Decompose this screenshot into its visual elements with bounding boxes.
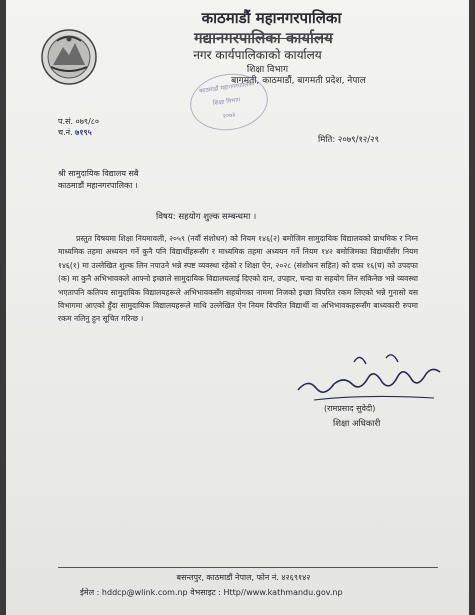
- website-link[interactable]: Http//www.kathmandu.gov.np: [223, 588, 343, 597]
- letter-body: [58, 232, 418, 326]
- reference-ps-value: ०७९/८०: [75, 117, 100, 126]
- recipient-line-2: काठमाडौं महानगरपालिका ।: [58, 181, 138, 190]
- office-line-2: नगर कार्यपालिकाको कार्यालय: [193, 48, 322, 62]
- footer-divider: [58, 567, 438, 568]
- email-label: ईमेल :: [80, 588, 100, 597]
- office-address: बागमती, काठमाडौं, बागमती प्रदेश, नेपाल: [231, 76, 366, 86]
- letter-paper: [6, 0, 469, 615]
- handwritten-signature: [294, 348, 444, 408]
- reference-ps-label: प.सं.: [58, 117, 74, 126]
- stamp-year: २०७३: [222, 111, 236, 120]
- stamp-top-text: काठमाडौं महानगरपालिका: [198, 80, 255, 96]
- subject-line: विषय: सहयोग शुल्क सम्बन्धमा ।: [156, 212, 257, 222]
- reference-chn: [58, 127, 92, 138]
- reference-ps: [58, 116, 99, 127]
- recipient-line-1: श्री सामुदायिक विद्यालय सबै: [58, 169, 139, 178]
- office-line-2-strikethrough: गद्यानगरपालिका कार्यालय: [194, 29, 333, 47]
- website-label: वेभसाइट :: [190, 588, 221, 597]
- signatory-title: शिक्षा अधिकारी: [333, 419, 381, 429]
- date-value: २०७९/१२/२९: [337, 135, 379, 145]
- reference-chn-label: च.नं.: [58, 128, 73, 137]
- stamp-bottom-text: शिक्षा विभाग: [212, 96, 241, 108]
- office-line-1: काठमाडौं महानगरपालिका: [201, 9, 342, 27]
- email-link[interactable]: hddcp@wlink.com.np: [101, 588, 188, 597]
- letter-date: [318, 134, 379, 145]
- date-label: मिति:: [318, 135, 336, 145]
- signatory-name: (रामप्रसाद सुवेदी): [324, 404, 376, 413]
- footer-address: बसन्तपुर, काठमाडौं नेपाल, फोन नं. ४२६९१४२: [176, 573, 311, 582]
- reference-chn-value: ७१९५: [75, 128, 92, 137]
- department-name: शिक्षा विभाग: [246, 65, 289, 75]
- footer-contact: [80, 587, 343, 598]
- body-paragraph: प्रस्तुत विषयमा शिक्षा नियमावली, २०५९ (नवौं संशोधन) को नियम १४६(२) बमोजिम सामुदायिक विद्यालयको प्राथमिक र निम्न माध्यमिक तहमा अध्ययन गर्ने कुनै पनि विद्यार्थीहरूसँग र माध्यमिक तहमा अध्ययन गर्ने नियम १४२ बमोजिमका विद्यार्थीसँग नियम १४६(१) मा उल्लेखित शुल्क लिन नपाउने भन्ने स्पष्ट व्यवस्था रहेको र शिक्षा ऐन, २०२८ (संशोधन सहित) को दफा १६(घ) को उपदफा (क) मा कुनै अभिभावकले आफ्नो इच्छाले सामुदायिक विद्यालयलाई दिएको दान, उपहार, चन्दा वा सहयोग लिन सकिनेछ भन्ने व्यवस्था भएतापनि कतिपय सामुदायिक विद्यालयहरूले अभिभावकसँग सहयोगका नाममा निजको इच्छा विपरित रकम लिएको भन्ने गुनासो यस विभागमा आएको हुँदा सामुदायिक विद्यालयहरूले माथि उल्लेखित ऐन नियम विपरित विद्यार्थी वा अभिभावकहरूसँग बाध्यकारी रुपमा रकम नलिनु हुन सूचित गरिन्छ ।: [58, 234, 418, 324]
